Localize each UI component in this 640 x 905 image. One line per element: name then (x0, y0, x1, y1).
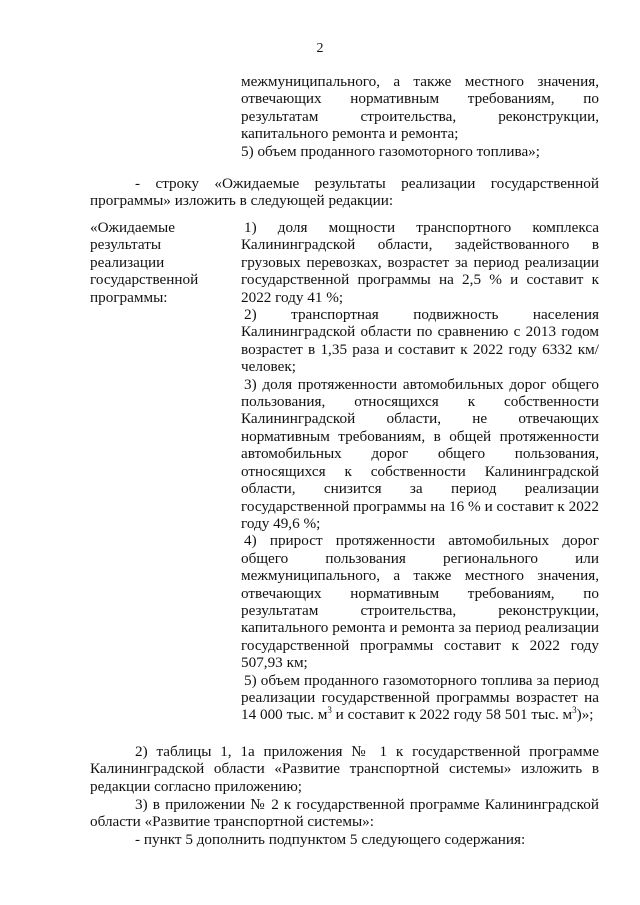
label-line: государственной (90, 271, 199, 289)
instruction-replace-row: - строку «Ожидаемые результаты реализации государственной программы» изложить в следующей редакции: (90, 175, 599, 210)
table-row-content (241, 219, 599, 724)
result-item: 3) доля протяженности автомобильных дорог общего пользования, относящихся к собственности Калининградской области, не отвечающих нормативным требованиям, в общей протяженности автомобильных дорог общего пользования, относящихся к собственности Калининградской области, снизится за период реализации государственной программы на 16 % и составит к 2022 году 49,6 %; (241, 375, 599, 532)
continued-text-block (241, 73, 599, 160)
table-row-label (90, 219, 230, 306)
continued-text-item-5: 5) объем проданного газомоторного топлива»; (241, 142, 540, 160)
result-item-5-text: и составит к 2022 году 58 501 тыс. м (331, 706, 573, 724)
result-item (241, 672, 599, 724)
paragraph-appendix-2: 3) в приложении № 2 к государственной программе Калининградской области «Развитие транспортной системы»: (90, 796, 599, 831)
label-line: реализации (90, 253, 165, 271)
label-line: результаты (90, 236, 162, 254)
paragraph-tables: 2) таблицы 1, 1а приложения № 1 к государственной программе Калининградской области «Развитие транспортной системы» изложить в редакции согласно приложению; (90, 743, 599, 795)
page-number: 2 (316, 41, 324, 56)
label-line: «Ожидаемые (90, 219, 175, 236)
result-item: 2) транспортная подвижность населения Калининградской области по сравнению с 2013 годом возрастет в 1,35 раза и составит к 2022 году 6332 км/человек; (241, 306, 599, 376)
result-item-5-text: )»; (576, 706, 594, 724)
paragraph-item-5: - пункт 5 дополнить подпунктом 5 следующего содержания: (135, 831, 526, 848)
superscript: 3 (572, 705, 577, 716)
result-item-5-text: 5) объем проданного газомоторного топлива за период реализации государственной программы возрастет на 14 000 тыс. м (241, 671, 599, 724)
result-item: 1) доля мощности транспортного комплекса Калининградской области, задействованного в грузовых перевозках, возрастет за период реализации государственной программы на 2,5 % и составит к 2022 году 41 %; (241, 219, 599, 306)
label-line: программы: (90, 288, 168, 306)
superscript: 3 (327, 705, 332, 716)
continued-text-line: межмуниципального, а также местного значения, отвечающих нормативным требованиям, по результатам строительства, реконструкции, капитального ремонта и ремонта; (241, 73, 599, 143)
result-item: 4) прирост протяженности автомобильных дорог общего пользования регионального или межмуниципального, а также местного значения, отвечающих нормативным требованиям, по результатам строительства, реконструкции, капитального ремонта и ремонта за период реализации государственной программы составит к 2022 году 507,93 км; (241, 532, 599, 672)
